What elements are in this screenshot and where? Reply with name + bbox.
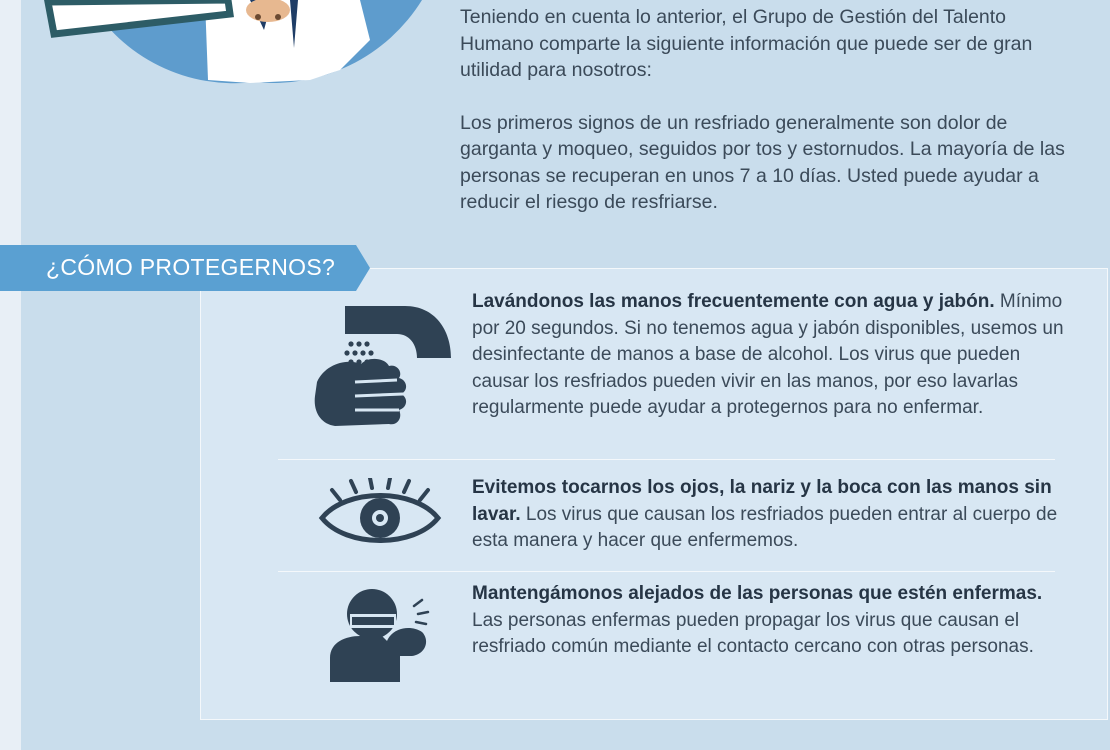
tip-eyes <box>472 475 1072 555</box>
sneezing-person-icon <box>326 584 438 689</box>
tip-title: Mantengámonos alejados de las personas que estén enfermas. <box>472 583 1043 604</box>
intro-paragraph-2: Los primeros signos de un resfriado generalmente son dolor de garganta y moqueo, seguidos por tos y estornudos. La mayoría de las personas se recuperan en unos 7 a 10 días. Usted puede ayudar a reducir el riesgo de resfriarse. <box>460 111 1065 213</box>
doctor-illustration <box>40 0 440 90</box>
tip-title: Evitemos tocarnos los ojos, la nariz y la boca con las manos sin lavar. <box>472 477 1052 525</box>
divider <box>278 571 1055 572</box>
tip-text: Mínimo por 20 segundos. Si no tenemos agua y jabón disponibles, usemos un desinfectante de manos a base de alcohol. Los virus que pueden causar los resfriados pueden vivir en las manos, por eso lavarlas regularmente puede ayudar a protegernos para no enfermar. <box>472 291 1064 418</box>
divider <box>278 459 1055 460</box>
tip-distance <box>472 581 1072 661</box>
tip-title: Lavándonos las manos frecuentemente con agua y jabón. <box>472 291 995 312</box>
intro-paragraph-1: Teniendo en cuenta lo anterior, el Grupo de Gestión del Talento Humano comparte la siguiente información que puede ser de gran utilidad para nosotros: <box>460 6 1033 81</box>
tip-handwashing <box>472 289 1072 422</box>
eye-icon <box>318 478 442 553</box>
tip-text: Los virus que causan los resfriados pueden entrar al cuerpo de esta manera y hacer que enfermemos. <box>472 503 1058 551</box>
section-title: ¿CÓMO PROTEGERNOS? <box>46 254 336 280</box>
intro-text <box>460 4 1080 242</box>
handwashing-icon <box>305 300 455 440</box>
tip-text: Las personas enfermas pueden propagar los virus que causan el resfriado común mediante el contacto cercano con otras personas. <box>472 609 1034 657</box>
